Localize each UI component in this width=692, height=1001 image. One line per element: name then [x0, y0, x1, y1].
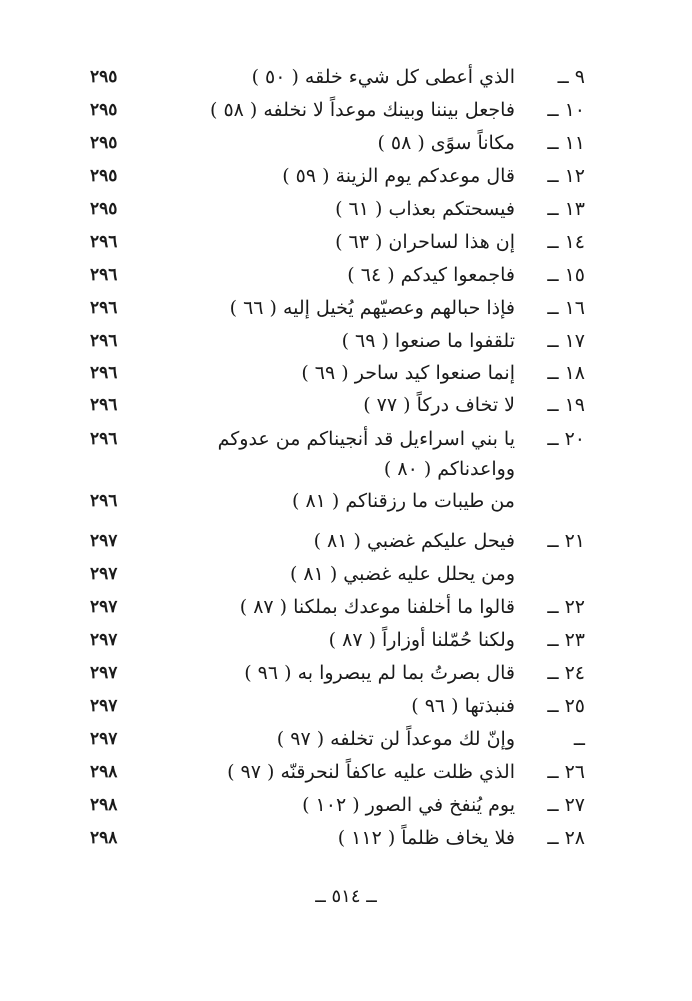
- index-row: [90, 625, 585, 655]
- index-row: [90, 823, 585, 853]
- entry-number: ٢٠ ــ: [547, 428, 585, 450]
- page-reference: ٢٩٦: [90, 491, 118, 511]
- index-row: [90, 691, 585, 721]
- page-reference: ٢٩٦: [90, 331, 118, 351]
- index-row: [90, 526, 585, 556]
- entry-number: ٢٦ ــ: [547, 761, 585, 783]
- entry-number: ٩ ــ: [557, 66, 585, 88]
- verse-text: فاجمعوا كيدكم ( ٦٤ ): [347, 264, 515, 286]
- verse-text: من طيبات ما رزقناكم ( ٨١ ): [291, 490, 515, 512]
- page-reference: [90, 454, 160, 484]
- index-row: [90, 227, 585, 257]
- entry-number: ١٥ ــ: [547, 264, 585, 286]
- verse-text: فاجعل بيننا وبينك موعداً لا نخلفه ( ٥٨ ): [209, 99, 515, 121]
- page-reference: ٢٩٦: [90, 232, 118, 252]
- entry-number: [515, 559, 585, 589]
- verse-text: تلقفوا ما صنعوا ( ٦٩ ): [341, 330, 515, 352]
- entry-number: ٢١ ــ: [547, 530, 585, 552]
- entry-number: ٢٧ ــ: [547, 794, 585, 816]
- verse-text: إنما صنعوا كيد ساحر ( ٦٩ ): [301, 362, 515, 384]
- page-reference: ٢٩٧: [90, 531, 118, 551]
- page-reference: ٢٩٥: [90, 133, 118, 153]
- verse-text: لا تخاف دركاً ( ٧٧ ): [363, 394, 515, 416]
- index-row: [90, 95, 585, 125]
- entry-number: ٢٣ ــ: [547, 629, 585, 651]
- page-reference: ٢٩٥: [90, 166, 118, 186]
- page-reference: ٢٩٥: [90, 67, 118, 87]
- entry-number: [515, 486, 585, 516]
- entry-number: ١٢ ــ: [547, 165, 585, 187]
- verse-text: ومن يحلل عليه غضبي ( ٨١ ): [289, 563, 515, 585]
- page-reference: ٢٩٧: [90, 663, 118, 683]
- verse-text: وواعدناكم ( ٨٠ ): [383, 458, 515, 480]
- entry-number: ١٦ ــ: [547, 297, 585, 319]
- page-reference: ٢٩٧: [90, 729, 118, 749]
- index-row: [90, 592, 585, 622]
- page-reference: ٢٩٧: [90, 696, 118, 716]
- page-reference: ٢٩٧: [90, 597, 118, 617]
- entry-number: ٢٥ ــ: [547, 695, 585, 717]
- verse-text: فيحل عليكم غضبي ( ٨١ ): [313, 530, 515, 552]
- verse-text: وإنّ لك موعداً لن تخلفه ( ٩٧ ): [276, 728, 515, 750]
- index-row: [90, 128, 585, 158]
- entry-number: ١٤ ــ: [547, 231, 585, 253]
- index-row-continuation: [90, 486, 585, 516]
- index-row: [90, 790, 585, 820]
- index-row: [90, 260, 585, 290]
- page-reference: ٢٩٦: [90, 298, 118, 318]
- page-reference: ٢٩٨: [90, 795, 118, 815]
- verse-text: قال موعدكم يوم الزينة ( ٥٩ ): [282, 165, 515, 187]
- page-reference: ٢٩٦: [90, 265, 118, 285]
- verse-text: ولكنا حُمّلنا أوزاراً ( ٨٧ ): [328, 629, 515, 651]
- page-reference: ٢٩٧: [90, 564, 118, 584]
- index-row: [90, 194, 585, 224]
- index-row: [90, 293, 585, 323]
- entry-number: ٢٤ ــ: [547, 662, 585, 684]
- index-row: [90, 424, 585, 454]
- verse-text: الذي أعطى كل شيء خلقه ( ٥٠ ): [251, 66, 515, 88]
- page-number-footer: ــ ٥١٤ ــ: [315, 886, 377, 907]
- index-row: [90, 390, 585, 420]
- verse-text: قال بصرتُ بما لم يبصروا به ( ٩٦ ): [244, 662, 515, 684]
- verse-text: إن هذا لساحران ( ٦٣ ): [335, 231, 515, 253]
- entry-number: ١٣ ــ: [547, 198, 585, 220]
- verse-text: الذي ظلت عليه عاكفاً لنحرقنّه ( ٩٧ ): [227, 761, 515, 783]
- verse-text: مكاناً سوًى ( ٥٨ ): [377, 132, 515, 154]
- page-reference: ٢٩٨: [90, 828, 118, 848]
- entry-number: ١٠ ــ: [547, 99, 585, 121]
- verse-text: فلا يخاف ظلماً ( ١١٢ ): [337, 827, 515, 849]
- verse-text: يا بني اسراءيل قد أنجيناكم من عدوكم: [217, 428, 515, 450]
- index-row-continuation: [90, 454, 585, 484]
- page-reference: ٢٩٦: [90, 395, 118, 415]
- index-row: [90, 326, 585, 356]
- index-row-continuation: [90, 559, 585, 589]
- entry-number: ١٩ ــ: [547, 394, 585, 416]
- index-row: [90, 757, 585, 787]
- entry-number: ١٨ ــ: [547, 362, 585, 384]
- page-reference: ٢٩٥: [90, 199, 118, 219]
- entry-number: [515, 454, 585, 484]
- entry-number: ١٧ ــ: [547, 330, 585, 352]
- verse-text: فإذا حبالهم وعصيّهم يُخيل إليه ( ٦٦ ): [229, 297, 515, 319]
- entry-number: ١١ ــ: [547, 132, 585, 154]
- page-reference: ٢٩٥: [90, 100, 118, 120]
- index-row: [90, 358, 585, 388]
- verse-text: فنبذتها ( ٩٦ ): [411, 695, 515, 717]
- verse-text: فيسحتكم بعذاب ( ٦١ ): [335, 198, 515, 220]
- page-reference: ٢٩٦: [90, 429, 118, 449]
- index-row: [90, 658, 585, 688]
- page-reference: ٢٩٧: [90, 630, 118, 650]
- index-row: [90, 161, 585, 191]
- index-row: [90, 62, 585, 92]
- entry-number: ٢٨ ــ: [547, 827, 585, 849]
- entry-number: ــ: [573, 728, 585, 750]
- verse-text: يوم يُنفخ في الصور ( ١٠٢ ): [302, 794, 515, 816]
- page-reference: ٢٩٦: [90, 363, 118, 383]
- page-reference: ٢٩٨: [90, 762, 118, 782]
- verse-text: قالوا ما أخلفنا موعدك بملكنا ( ٨٧ ): [239, 596, 515, 618]
- index-row: [90, 724, 585, 754]
- entry-number: ٢٢ ــ: [547, 596, 585, 618]
